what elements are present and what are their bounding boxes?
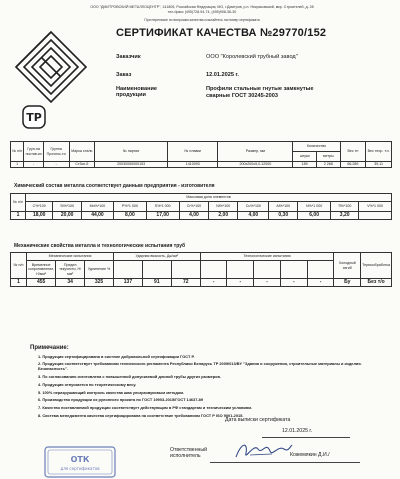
issue-date-value: 12.01.2025 г. <box>282 428 313 434</box>
chem-cell-n: 6,00 <box>298 212 331 220</box>
mech-cell-7: - <box>200 279 227 287</box>
note-item: 1. Продукция сертифицирована в системе добровольной сертификации ГОСТ Р. <box>38 353 195 359</box>
mech-th-impact-3 <box>171 261 200 279</box>
chem-cell-v <box>359 212 392 220</box>
mech-cell-3: 325 <box>85 279 114 287</box>
mech-th-elongation: Удлинение % <box>85 261 114 279</box>
correspondence-note: При переписке по вопросам качества ссылайтесь на номер сертификата <box>144 18 260 22</box>
cell-lot: 20030050000153 <box>95 162 168 168</box>
order-value: 12.01.2025 г. <box>206 72 239 78</box>
mech-th-tech-4 <box>280 261 307 279</box>
cell-weight: 66,289 <box>340 162 366 168</box>
table-row <box>11 212 392 220</box>
th-weight: Вес тн <box>340 142 366 162</box>
mech-cell-2: 34 <box>56 279 85 287</box>
signer-name: Кожемякин Д.И./ <box>290 452 330 458</box>
chem-cell-p: 8,00 <box>113 212 146 220</box>
note-item: 7. Качество поставляемой продукции соответствует действующим в РФ стандартам и техническим условиям. <box>38 405 253 411</box>
chem-cell-cu: 4,00 <box>238 212 269 220</box>
mech-cell-10: - <box>280 279 307 287</box>
mech-th-no: № п/п <box>11 253 27 279</box>
otk-stamp-text: ОТК <box>70 455 90 464</box>
cell-heat: 1410093 <box>168 162 218 168</box>
chem-cell-ti: 3,20 <box>331 212 359 220</box>
cell-size: 200х200х5,0-12000 <box>218 162 293 168</box>
mech-th-yield: Предел текучести, Н/мм² <box>56 261 85 279</box>
customer-value: ООО "Королевский трубный завод" <box>206 54 298 60</box>
cell-no: 1 <box>11 162 24 168</box>
note-item: 8. Система менеджмента качества сертифицирована на соответствие требованиям ГОСТ Р ISO 9001-2015. <box>38 413 244 419</box>
signature-underline <box>210 462 360 463</box>
chem-mass-label: Массовая доля элементов <box>26 194 392 202</box>
th-size: Размер, мм <box>218 142 293 162</box>
mech-th-impact-1 <box>114 261 143 279</box>
th-no: № п/п <box>11 142 24 162</box>
mech-th-heat-treat: Термообработка <box>361 253 392 279</box>
note-item: 6. Производство продукции из рулонного проката по ГОСТ 19903-2015/ГОСТ 14637-89 <box>38 397 203 403</box>
customer-label: Заказчик <box>116 54 141 60</box>
tr-conformity-mark-icon <box>22 105 46 129</box>
company-address: ООО "ДМИТРОВСКИЙ МЕТАЛЛОЦЕНТР", 141805, Российская Федерация, МО, г.Дмитров, р.п. Некрасовский, мкр. Строителей, д. 28 <box>90 5 314 9</box>
mech-cell-1: 455 <box>27 279 56 287</box>
th-qty: Количество <box>293 142 340 152</box>
product-value <box>206 86 366 100</box>
th-meters: метры <box>316 152 340 162</box>
company-phone: тел./факс (495)728-94-74, (495)908-36-30 <box>167 9 237 14</box>
note-item: 5. 100% неразрушающий контроль качества шва ультразвуковым методом. <box>38 389 185 395</box>
note-item: 3. По согласованию изготовлена с повышенной допускаемой длиной трубы других размеров. <box>38 373 222 379</box>
product-label: Наименование продукции <box>116 86 158 98</box>
chem-th-s: S%*1 000 <box>146 202 179 212</box>
signature-icon <box>232 437 294 463</box>
mech-cell-6: 72 <box>171 279 200 287</box>
company-logo-icon <box>12 28 90 106</box>
chem-th-no: № п/п <box>11 194 26 212</box>
otk-stamp-subtext: для сертификатов <box>60 466 100 471</box>
product-value-line2: сварные ГОСТ 30245-2003 <box>206 93 279 99</box>
cell-theor-weight: 39,11 <box>366 162 392 168</box>
company-header <box>22 5 382 14</box>
mech-cell-5: 91 <box>142 279 171 287</box>
chem-cell-ni: 2,00 <box>209 212 238 220</box>
cell-meters: 2 268 <box>316 162 340 168</box>
mech-th-technological: Технологические испытания <box>200 253 334 261</box>
mech-th-cold-bend: Холодный изгиб <box>334 253 361 279</box>
notes-heading: Примечание: <box>30 345 69 351</box>
mech-th-mechanical: Механические испытания <box>27 253 114 261</box>
chem-th-cu: Cu%*100 <box>238 202 269 212</box>
mech-cell-4: 137 <box>114 279 143 287</box>
th-strength-group: Группа Прочнос-ти <box>43 142 69 162</box>
chem-th-p: P%*1 000 <box>113 202 146 212</box>
chem-cell-cr: 4,00 <box>179 212 209 220</box>
mech-th-impact-2 <box>142 261 171 279</box>
chem-th-cr: Cr%*100 <box>179 202 209 212</box>
th-theor-weight: Вес теор. т.н. <box>366 142 392 162</box>
th-pcs: штуки <box>293 152 317 162</box>
chem-th-c: C%*100 <box>26 202 53 212</box>
chem-th-ni: Ni%*100 <box>209 202 238 212</box>
mech-cell-13: Без т/о <box>361 279 392 287</box>
cell-grade: Ст3сп-5 <box>69 162 95 168</box>
mech-th-tech-3 <box>254 261 281 279</box>
cell-group: - <box>24 162 44 168</box>
tr-mark-text: TP <box>26 111 42 124</box>
chem-th-n: N%*1 000 <box>298 202 331 212</box>
chem-th-si: Si%*100 <box>53 202 82 212</box>
chem-cell-no: 1 <box>11 212 26 220</box>
otk-stamp-icon <box>44 446 116 478</box>
notes-block <box>22 345 382 419</box>
table-row <box>11 279 392 287</box>
mech-section-title: Механические свойства металла и технологические испытания труб <box>14 243 186 249</box>
responsible-label <box>170 447 207 459</box>
mech-cell-9: - <box>254 279 281 287</box>
mech-cell-8: - <box>227 279 254 287</box>
th-group: Груп-па постав-ки <box>24 142 44 162</box>
chem-cell-c: 18,00 <box>26 212 53 220</box>
mech-th-tech-1 <box>200 261 227 279</box>
note-item: 4. Продукция отпускается по теоретическому весу. <box>38 381 137 387</box>
mech-th-tensile: Временное сопротивление, Н/мм² <box>27 261 56 279</box>
cell-pcs: 189 <box>293 162 317 168</box>
chem-cell-si: 20,00 <box>53 212 82 220</box>
chem-cell-mn: 44,00 <box>81 212 113 220</box>
th-heat: № плавки <box>168 142 218 162</box>
mech-table <box>10 252 392 287</box>
mech-th-tech-5 <box>307 261 334 279</box>
product-table <box>10 141 392 168</box>
cell-strength-group: - <box>43 162 69 168</box>
chem-th-ti: Ti%*100 <box>331 202 359 212</box>
responsible-line2: исполнитель <box>170 453 201 459</box>
note-item: 2. Продукция соответствует требованиям технического регламента Республики Беларусь ТР 2009/013/BY "Здания и сооружения, строительные материалы и изделия. Безопасность". <box>38 361 362 371</box>
issue-date-label: Дата выписки сертификата <box>225 417 291 423</box>
order-label: Заказ <box>116 72 132 78</box>
chem-table <box>10 193 392 220</box>
mech-cell-11: - <box>307 279 334 287</box>
th-grade: Марка стали <box>69 142 95 162</box>
chem-cell-al: 0,30 <box>269 212 298 220</box>
certificate-title: СЕРТИФИКАТ КАЧЕСТВА №29770/152 <box>116 27 327 39</box>
chem-th-mn: Mn%*100 <box>81 202 113 212</box>
chem-th-v: V%*1 000 <box>359 202 392 212</box>
mech-th-tech-2 <box>227 261 254 279</box>
mech-cell-12: Бу <box>334 279 361 287</box>
mech-cell-0: 1 <box>11 279 27 287</box>
chem-section-title: Химический состав металла соответствует данным предприятия - изготовителя <box>14 183 215 189</box>
chem-th-al: Al%*100 <box>269 202 298 212</box>
chem-cell-s: 17,00 <box>146 212 179 220</box>
mech-th-impact: Ударная вязкость, Дж/см² <box>114 253 201 261</box>
table-row <box>11 162 392 168</box>
th-lot: № партии <box>95 142 168 162</box>
responsible-line1: Ответственный <box>170 447 208 453</box>
product-value-line1: Профили стальные гнутые замкнутые <box>206 86 314 92</box>
